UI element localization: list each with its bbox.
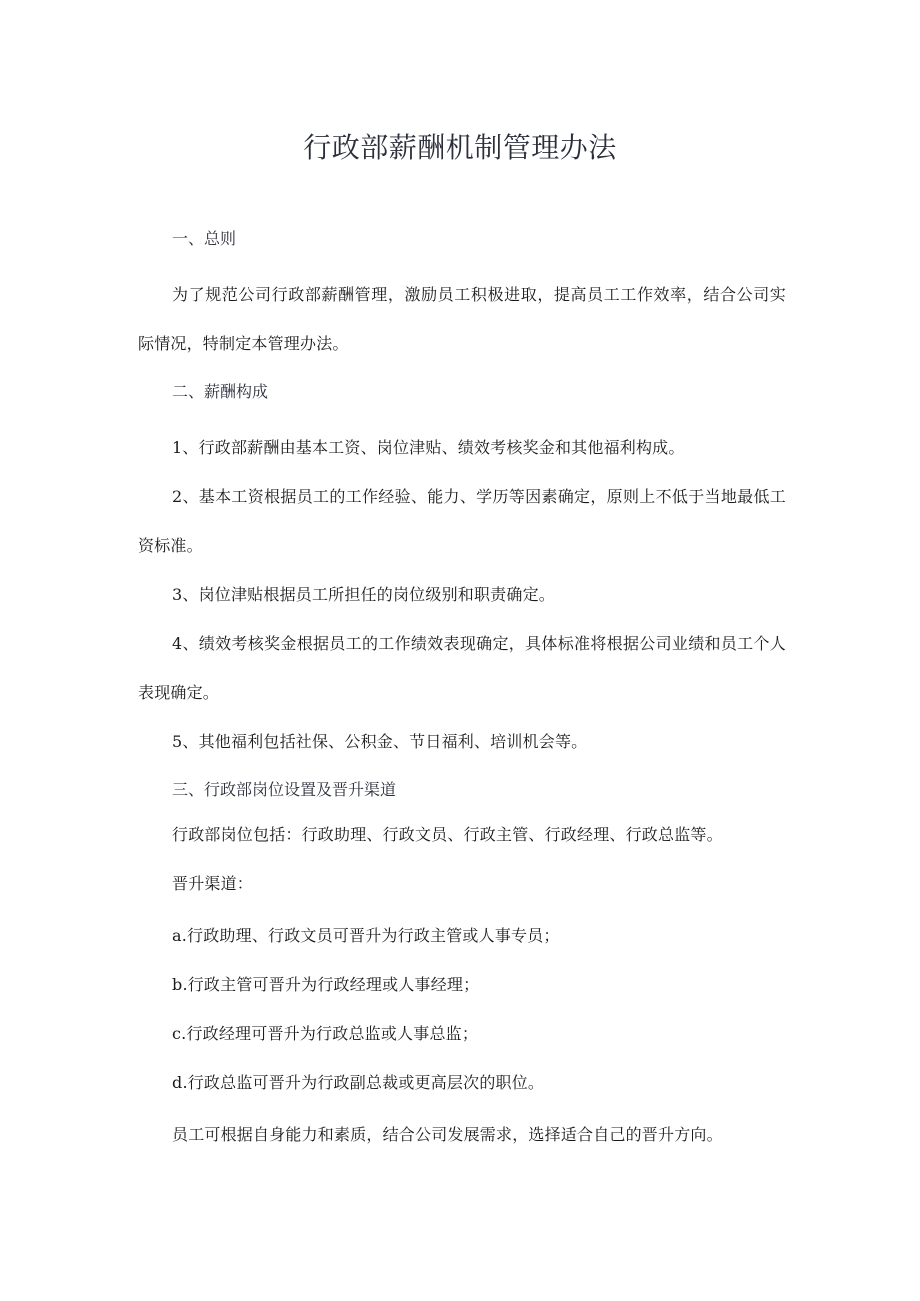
salary-item: 1、行政部薪酬由基本工资、岗位津贴、绩效考核奖金和其他福利构成。	[172, 438, 685, 457]
section-heading-general: 一、总则	[172, 229, 237, 248]
salary-item: 2、基本工资根据员工的工作经验、能力、学历等因素确定，原则上不低于当地最低工资标准。	[138, 487, 786, 555]
salary-item: 3、岗位津贴根据员工所担任的岗位级别和职责确定。	[172, 585, 555, 604]
channel-label: 晋升渠道：	[172, 874, 254, 893]
section-heading-salary: 二、薪酬构成	[172, 382, 269, 401]
document-title: 行政部薪酬机制管理办法	[303, 131, 617, 164]
channel-item: a.行政助理、行政文员可晋升为行政主管或人事专员；	[172, 926, 560, 945]
positions-paragraph: 行政部岗位包括：行政助理、行政文员、行政主管、行政经理、行政总监等。	[172, 825, 723, 844]
salary-item: 5、其他福利包括社保、公积金、节日福利、培训机会等。	[172, 732, 588, 751]
salary-item: 4、绩效考核奖金根据员工的工作绩效表现确定，具体标准将根据公司业绩和员工个人表现确定。	[138, 634, 786, 702]
document-body	[138, 222, 786, 1162]
closing-paragraph: 员工可根据自身能力和素质，结合公司发展需求，选择适合自己的晋升方向。	[172, 1125, 723, 1144]
general-paragraph: 为了规范公司行政部薪酬管理，激励员工积极进取，提高员工工作效率，结合公司实际情况，特制定本管理办法。	[138, 285, 786, 353]
channel-item: d.行政总监可晋升为行政副总裁或更高层次的职位。	[172, 1073, 545, 1092]
channel-item: b.行政主管可晋升为行政经理或人事经理；	[172, 975, 480, 994]
channel-item: c.行政经理可晋升为行政总监或人事总监；	[172, 1024, 479, 1043]
section-heading-positions: 三、行政部岗位设置及晋升渠道	[172, 780, 397, 799]
